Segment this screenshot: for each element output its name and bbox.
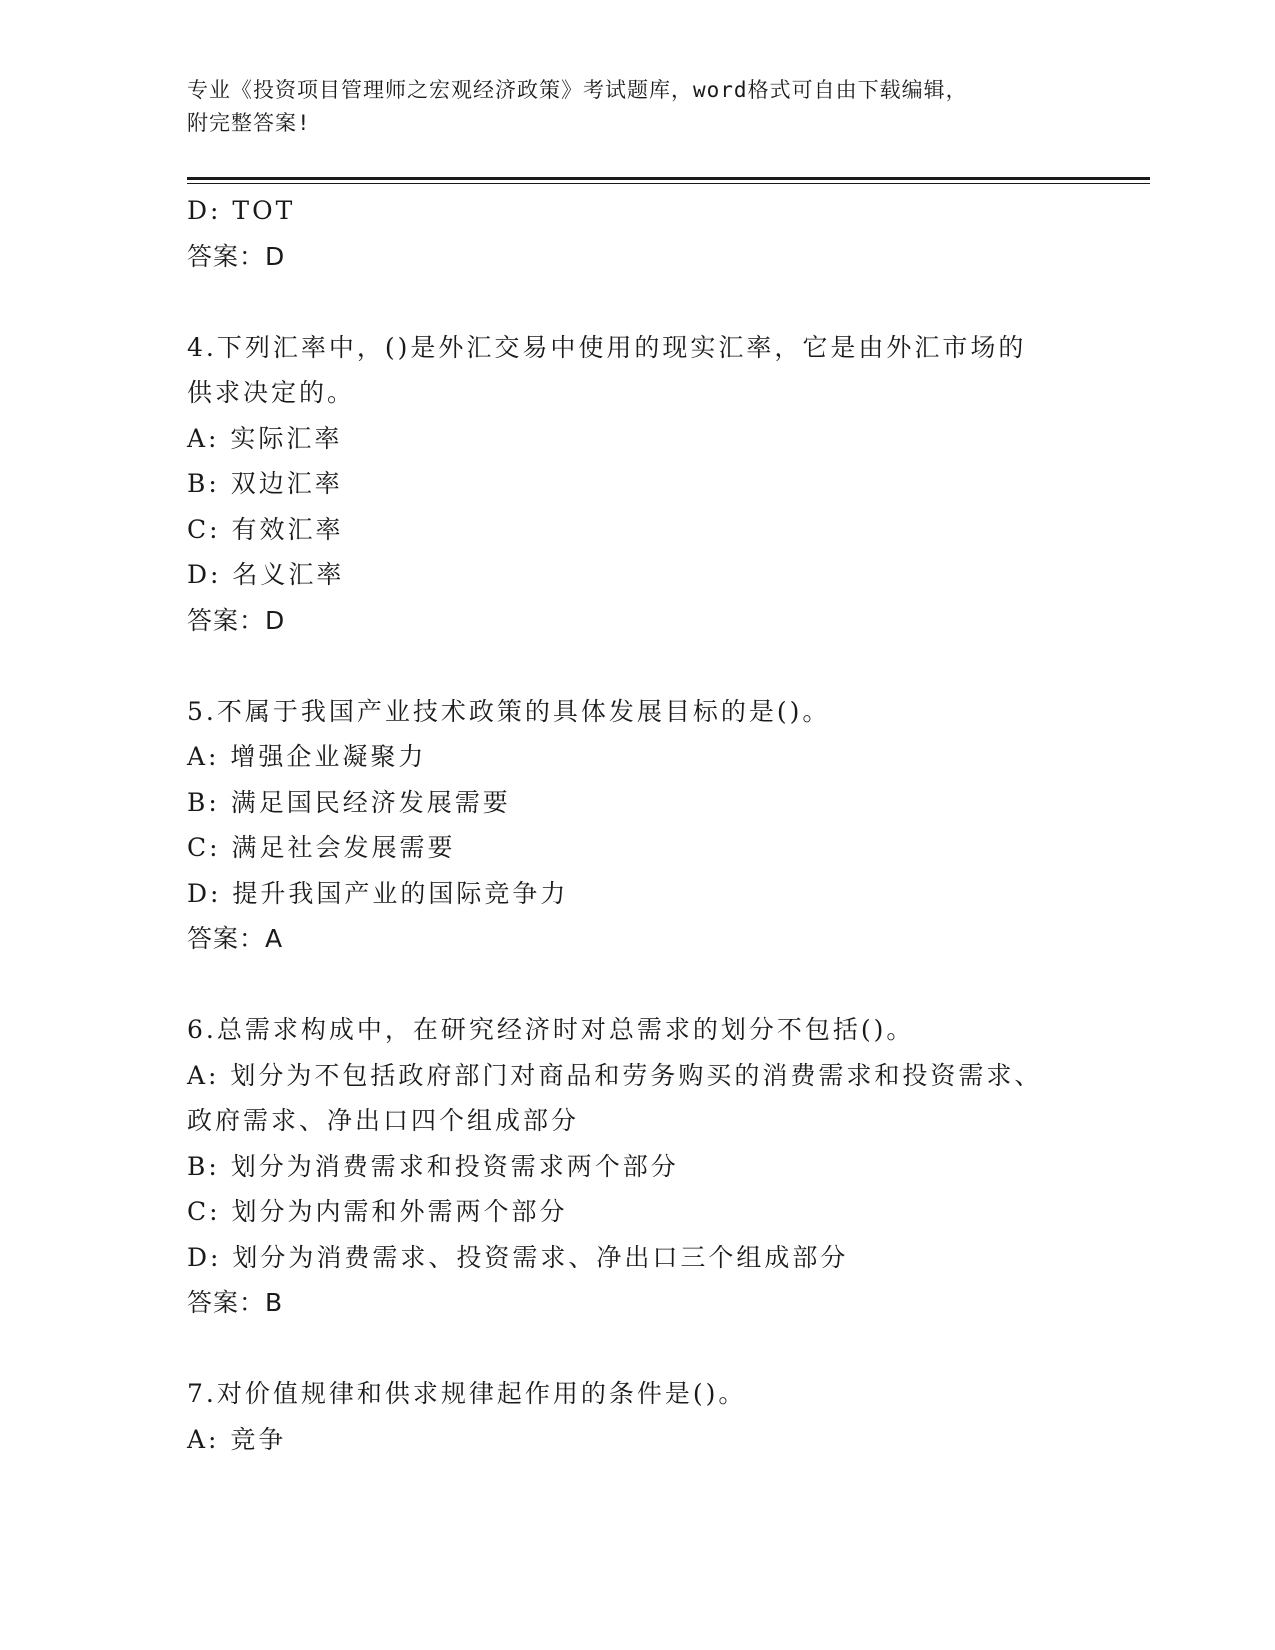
- option-a: A: 实际汇率: [187, 423, 343, 453]
- option-d: D: 划分为消费需求、投资需求、净出口三个组成部分: [187, 1242, 849, 1272]
- option-a: A: 增强企业凝聚力: [187, 742, 427, 771]
- question-6: [187, 1007, 1087, 1326]
- answer: 答案：D: [187, 241, 286, 271]
- question-7: [187, 1371, 1087, 1462]
- question-list: [187, 188, 1087, 1462]
- question-stem: 7.对价值规律和供求规律起作用的条件是()。: [187, 1379, 747, 1408]
- question-stem: 6.总需求构成中，在研究经济时对总需求的划分不包括()。: [187, 1015, 915, 1044]
- question-4: [187, 325, 1087, 644]
- header-divider-thick: [187, 177, 1150, 180]
- option-d: D: 名义汇率: [187, 560, 345, 589]
- header-divider-thin: [187, 183, 1150, 184]
- header-line-1: 专业《投资项目管理师之宏观经济政策》考试题库，word格式可自由下载编辑，: [187, 78, 968, 102]
- option-a: A: 划分为不包括政府部门对商品和劳务购买的消费需求和投资需求、: [187, 1060, 1043, 1090]
- option-c: C: 有效汇率: [187, 514, 344, 544]
- question-stem-cont: 供求决定的。: [187, 378, 356, 407]
- question-fragment: [187, 188, 1087, 279]
- option-b: B: 划分为消费需求和投资需求两个部分: [187, 1151, 679, 1181]
- option-c: C: 划分为内需和外需两个部分: [187, 1197, 568, 1226]
- header-line-2: 附完整答案!: [187, 111, 311, 135]
- answer: 答案：B: [187, 1288, 284, 1317]
- answer: 答案：A: [187, 924, 284, 953]
- option-d: D: 提升我国产业的国际竞争力: [187, 878, 569, 908]
- option-c: C: 满足社会发展需要: [187, 833, 456, 862]
- question-stem: 5.不属于我国产业技术政策的具体发展目标的是()。: [187, 696, 831, 726]
- document-header: [187, 74, 1137, 140]
- question-stem: 4.下列汇率中，()是外汇交易中使用的现实汇率，它是由外汇市场的: [187, 332, 1027, 362]
- option-b: B: 双边汇率: [187, 469, 343, 498]
- option-b: B: 满足国民经济发展需要: [187, 787, 511, 817]
- option-d: D: TOT: [187, 196, 296, 225]
- option-a-cont: 政府需求、净出口四个组成部分: [187, 1106, 580, 1135]
- answer: 答案：D: [187, 605, 286, 635]
- question-5: [187, 689, 1087, 962]
- option-a: A: 竞争: [187, 1424, 287, 1454]
